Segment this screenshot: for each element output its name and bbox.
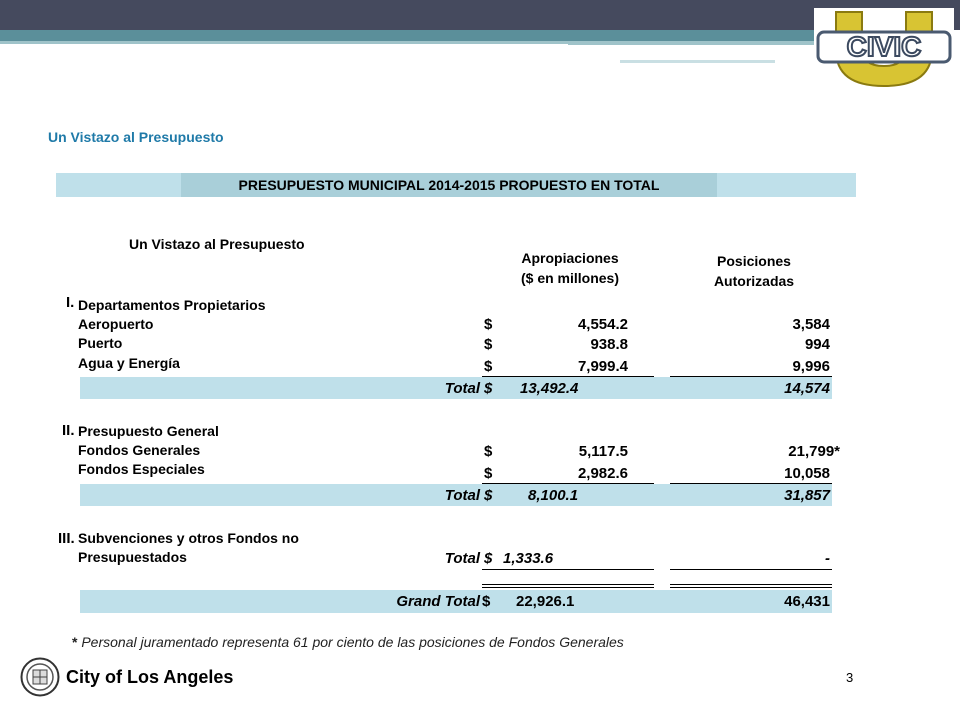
row-label: Aeropuerto: [78, 316, 154, 332]
row-label: Puerto: [78, 335, 123, 351]
row-positions: 21,799*: [788, 443, 840, 460]
section-title-line2: Presupuestados: [78, 549, 187, 565]
grand-total-amount: 22,926.1: [516, 593, 575, 610]
city-seal-icon: [20, 657, 60, 697]
row-currency: $: [484, 336, 493, 353]
row-positions: 9,996: [792, 358, 830, 375]
positions-underline: [670, 569, 832, 570]
grand-rule: [482, 587, 654, 588]
total-label: Total: [444, 380, 480, 397]
grand-total-currency: $: [482, 593, 491, 610]
row-currency: $: [484, 465, 493, 482]
footer-city-name: City of Los Angeles: [66, 667, 234, 687]
total-positions: 31,857: [784, 487, 830, 504]
footnote-mark: *: [72, 634, 78, 650]
total-currency: $: [484, 380, 493, 397]
header-rule: [568, 44, 818, 45]
row-label: Fondos Generales: [78, 442, 201, 458]
total-currency: $: [484, 487, 493, 504]
grand-rule: [670, 587, 832, 588]
grand-total-positions: 46,431: [784, 593, 830, 610]
row-amount: 4,554.2: [577, 316, 628, 333]
total-amount: 13,492.4: [520, 380, 579, 397]
section-roman: III.: [58, 530, 75, 547]
header-stripe: [0, 30, 820, 41]
row-label: Agua y Energía: [78, 355, 180, 371]
row-amount: 5,117.5: [578, 443, 628, 460]
row-positions: 994: [804, 336, 830, 353]
positions-header-line1: Posiciones: [717, 253, 791, 269]
page-subtitle: Un Vistazo al Presupuesto: [48, 129, 224, 145]
grand-rule: [482, 584, 654, 585]
civic-u-logo-graphic: [814, 8, 954, 90]
row-label: Fondos Especiales: [78, 461, 205, 477]
header-rule-light: [620, 60, 775, 63]
grand-total-label: Grand Total: [396, 593, 480, 610]
total-positions: 14,574: [784, 380, 830, 397]
total-positions: -: [825, 550, 830, 567]
total-label: Total: [444, 550, 480, 567]
positions-header-line2: Autorizadas: [713, 273, 795, 289]
row-amount: 2,982.6: [577, 465, 628, 482]
section-roman: I.: [66, 294, 75, 311]
section-roman: II.: [62, 422, 75, 439]
total-amount: 1,333.6: [503, 550, 554, 567]
row-amount: 938.8: [590, 336, 628, 353]
city-seal-graphic: [20, 657, 60, 697]
total-currency: $: [484, 550, 493, 567]
row-positions: 10,058: [784, 465, 830, 482]
row-positions: 3,584: [792, 316, 830, 333]
appropriations-header-line2: ($ en millones): [520, 270, 620, 286]
total-label: Total: [444, 487, 480, 504]
logo-text: CIVIC: [846, 31, 922, 62]
row-currency: $: [484, 316, 493, 333]
row-amount: 7,999.4: [577, 358, 628, 375]
banner-title: PRESUPUESTO MUNICIPAL 2014-2015 PROPUESTO EN TOTAL: [238, 177, 660, 193]
grand-rule: [670, 584, 832, 585]
section-title: Departamentos Propietarios: [78, 297, 266, 313]
column-header-appropriations: [480, 248, 660, 288]
column-header-positions: [674, 251, 834, 291]
footnote: [72, 634, 624, 650]
row-currency: $: [484, 443, 493, 460]
civic-u-logo: [814, 8, 954, 90]
amount-underline: [482, 569, 654, 570]
table-left-heading: Un Vistazo al Presupuesto: [129, 236, 305, 252]
footnote-text: Personal juramentado representa 61 por ciento de las posiciones de Fondos Generales: [81, 634, 624, 650]
total-amount: 8,100.1: [528, 487, 579, 504]
row-currency: $: [484, 358, 493, 375]
page-number: 3: [846, 670, 854, 685]
section-title: Presupuesto General: [78, 423, 219, 439]
section-title: Subvenciones y otros Fondos no: [78, 530, 299, 546]
appropriations-header-line1: Apropiaciones: [521, 250, 619, 266]
